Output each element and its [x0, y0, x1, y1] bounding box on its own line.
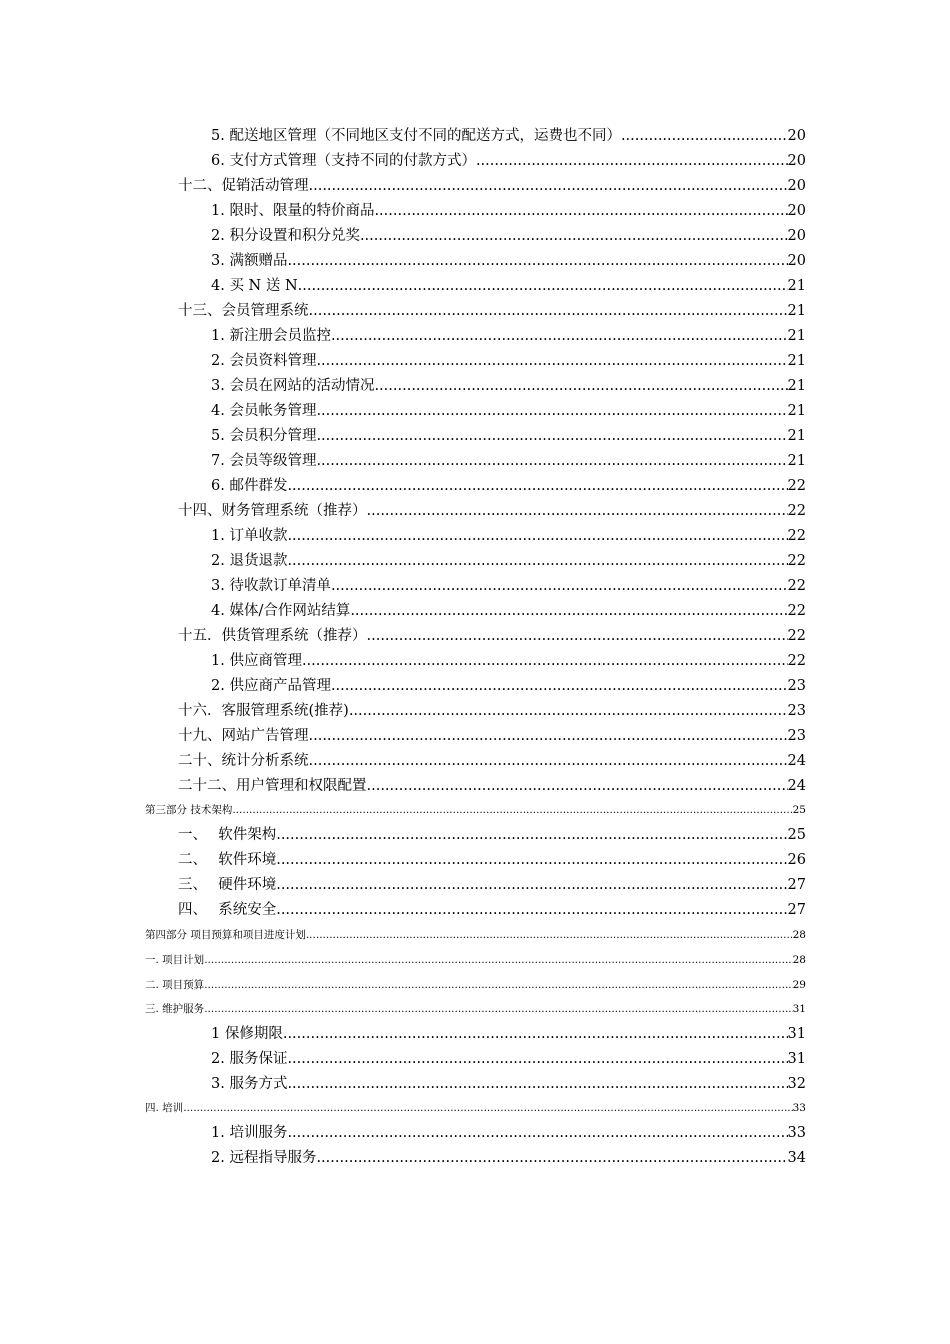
toc-leader-dots — [350, 600, 787, 622]
toc-leader-dots — [374, 375, 787, 397]
toc-page-number: 20 — [787, 153, 806, 169]
toc-page-number: 20 — [787, 228, 806, 244]
toc-entry[interactable] — [178, 725, 806, 747]
toc-leader-dots — [183, 1099, 792, 1117]
toc-entry[interactable] — [145, 1099, 806, 1117]
toc-page-number: 21 — [787, 428, 806, 444]
toc-entry-title: 2. 积分设置和积分兑奖 — [211, 228, 360, 244]
toc-leader-dots — [309, 725, 788, 747]
toc-entry-title: 二十二、用户管理和权限配置 — [178, 778, 367, 794]
toc-entry-title: 6. 支付方式管理（支持不同的付款方式） — [211, 153, 476, 169]
toc-entry-title: 二. 项目预算 — [145, 979, 205, 991]
toc-entry-title: 二十、统计分析系统 — [178, 753, 309, 769]
toc-page-number: 26 — [787, 852, 806, 868]
toc-entry[interactable] — [145, 951, 806, 969]
toc-page-number: 23 — [787, 728, 806, 744]
toc-entry-number: 二、 — [178, 852, 207, 868]
toc-entry-title: 三. 维护服务 — [145, 1003, 205, 1015]
toc-page-number: 21 — [787, 453, 806, 469]
toc-leader-dots — [316, 400, 787, 422]
toc-page-number: 22 — [787, 578, 806, 594]
toc-page-number: 27 — [787, 902, 806, 918]
toc-entry[interactable] — [211, 350, 806, 372]
toc-leader-dots — [298, 275, 788, 297]
toc-page-number: 22 — [787, 603, 806, 619]
toc-entry[interactable] — [211, 275, 806, 297]
toc-leader-dots — [331, 675, 788, 697]
toc-entry-number: 四、 — [178, 902, 207, 918]
toc-page-number: 33 — [787, 1125, 806, 1141]
toc-leader-dots — [316, 350, 787, 372]
toc-leader-dots — [276, 899, 787, 921]
toc-leader-dots — [287, 525, 787, 547]
toc-entry-title: 4. 会员帐务管理 — [211, 403, 317, 419]
toc-leader-dots — [621, 125, 788, 147]
toc-entry-title: 第三部分 技术架构 — [145, 804, 233, 816]
toc-page-number: 21 — [787, 303, 806, 319]
toc-entry-title: 2. 会员资料管理 — [211, 353, 317, 369]
toc-leader-dots — [283, 1023, 788, 1045]
toc-page-number: 20 — [787, 253, 806, 269]
toc-page-number: 20 — [787, 178, 806, 194]
toc-leader-dots — [204, 1000, 792, 1018]
toc-entry[interactable] — [145, 801, 806, 819]
toc-leader-dots — [309, 300, 788, 322]
toc-entry-title: 第四部分 项目预算和项目进度计划 — [145, 929, 306, 941]
toc-entry[interactable] — [211, 600, 806, 622]
toc-leader-dots — [309, 175, 788, 197]
toc-entry[interactable] — [178, 625, 806, 647]
toc-leader-dots — [287, 550, 787, 572]
toc-page-number: 31 — [787, 1051, 806, 1067]
toc-entry-title: 1 保修期限 — [211, 1026, 283, 1042]
toc-entry[interactable] — [211, 550, 806, 572]
toc-entry[interactable] — [178, 775, 806, 797]
toc-page-number: 21 — [787, 328, 806, 344]
toc-entry-title: 1. 培训服务 — [211, 1125, 288, 1141]
toc-entry-title: 3. 服务方式 — [211, 1076, 288, 1092]
toc-entry-title: 2. 供应商产品管理 — [211, 678, 331, 694]
toc-page-number: 29 — [792, 979, 806, 991]
toc-entry-title: 3. 待收款订单清单 — [211, 578, 331, 594]
toc-entry-title: 系统安全 — [218, 902, 277, 918]
toc-entry-title: 3. 会员在网站的活动情况 — [211, 378, 375, 394]
toc-entry-title: 2. 退货退款 — [211, 553, 288, 569]
toc-leader-dots — [331, 575, 788, 597]
toc-entry[interactable] — [145, 976, 806, 994]
toc-leader-dots — [276, 849, 787, 871]
toc-page-number: 21 — [787, 278, 806, 294]
toc-entry-title: 1. 新注册会员监控 — [211, 328, 331, 344]
toc-entry[interactable] — [211, 125, 806, 147]
toc-entry[interactable] — [178, 874, 806, 896]
toc-leader-dots — [316, 425, 787, 447]
toc-entry-title: 软件架构 — [218, 827, 277, 843]
toc-page-number: 32 — [787, 1076, 806, 1092]
toc-entry-title: 十三、会员管理系统 — [178, 303, 309, 319]
toc-entry-title: 6. 邮件群发 — [211, 478, 288, 494]
toc-page-number: 20 — [787, 128, 806, 144]
toc-page-number: 23 — [787, 678, 806, 694]
toc-entry[interactable] — [211, 1023, 806, 1045]
toc-entry[interactable] — [211, 1122, 806, 1144]
toc-leader-dots — [309, 750, 788, 772]
toc-page-number: 22 — [787, 553, 806, 569]
toc-page-number: 21 — [787, 403, 806, 419]
toc-entry[interactable] — [211, 1048, 806, 1070]
toc-leader-dots — [306, 926, 793, 944]
toc-leader-dots — [232, 801, 792, 819]
toc-page-number: 25 — [792, 804, 806, 816]
toc-leader-dots — [367, 625, 788, 647]
toc-entry-title: 1. 订单收款 — [211, 528, 288, 544]
toc-entry[interactable] — [178, 750, 806, 772]
toc-entry-title: 十四、财务管理系统（推荐） — [178, 503, 367, 519]
toc-page-number: 21 — [787, 353, 806, 369]
toc-leader-dots — [287, 1122, 787, 1144]
toc-page-number: 24 — [787, 753, 806, 769]
toc-entry-title: 4. 媒体/合作网站结算 — [211, 603, 351, 619]
toc-leader-dots — [204, 951, 792, 969]
toc-entry[interactable] — [211, 1073, 806, 1095]
toc-entry[interactable] — [211, 525, 806, 547]
toc-leader-dots — [276, 824, 787, 846]
toc-entry[interactable] — [211, 400, 806, 422]
toc-leader-dots — [287, 1048, 787, 1070]
toc-entry[interactable] — [211, 225, 806, 247]
toc-entry-title: 十六．客服管理系统(推荐) — [178, 703, 349, 719]
toc-page-number: 21 — [787, 378, 806, 394]
toc-entry-title: 四. 培训 — [145, 1102, 184, 1114]
toc-entry[interactable] — [211, 425, 806, 447]
toc-page-number: 22 — [787, 653, 806, 669]
toc-entry[interactable] — [178, 175, 806, 197]
toc-leader-dots — [349, 700, 788, 722]
toc-entry-title: 4. 买 N 送 N — [211, 278, 298, 294]
toc-entry-title: 2. 远程指导服务 — [211, 1150, 317, 1166]
toc-entry[interactable] — [211, 650, 806, 672]
toc-entry[interactable] — [178, 500, 806, 522]
toc-entry-title: 硬件环境 — [218, 877, 277, 893]
toc-page-number: 34 — [787, 1150, 806, 1166]
toc-page-number: 33 — [792, 1102, 806, 1114]
toc-entry-title: 3. 满额赠品 — [211, 253, 288, 269]
toc-entry-title: 软件环境 — [218, 852, 277, 868]
toc-entry-title: 十五．供货管理系统（推荐） — [178, 628, 367, 644]
toc-entry[interactable] — [178, 824, 806, 846]
toc-entry-title: 1. 供应商管理 — [211, 653, 302, 669]
toc-entry[interactable] — [211, 150, 806, 172]
toc-page-number: 20 — [787, 203, 806, 219]
toc-entry[interactable] — [211, 475, 806, 497]
toc-entry-title: 7. 会员等级管理 — [211, 453, 317, 469]
toc-entry[interactable] — [211, 575, 806, 597]
toc-leader-dots — [276, 874, 787, 896]
toc-entry[interactable] — [211, 375, 806, 397]
toc-entry-title: 1. 限时、限量的特价商品 — [211, 203, 375, 219]
toc-entry-title: 2. 服务保证 — [211, 1051, 288, 1067]
toc-leader-dots — [287, 475, 787, 497]
toc-leader-dots — [367, 500, 788, 522]
toc-leader-dots — [287, 250, 787, 272]
toc-entry-number: 一、 — [178, 827, 207, 843]
toc-leader-dots — [316, 450, 787, 472]
toc-entry-title: 十二、促销活动管理 — [178, 178, 309, 194]
toc-entry[interactable] — [178, 899, 806, 921]
toc-page-number: 25 — [787, 827, 806, 843]
toc-entry[interactable] — [178, 849, 806, 871]
toc-page-number: 31 — [787, 1026, 806, 1042]
toc-page-number: 22 — [787, 528, 806, 544]
toc-page-number: 22 — [787, 503, 806, 519]
toc-leader-dots — [316, 1147, 787, 1169]
toc-page-number: 31 — [792, 1003, 806, 1015]
toc-entry-title: 一. 项目计划 — [145, 954, 205, 966]
toc-entry-number: 三、 — [178, 877, 207, 893]
toc-entry[interactable] — [211, 200, 806, 222]
toc-leader-dots — [360, 225, 788, 247]
toc-entry[interactable] — [211, 450, 806, 472]
toc-entry[interactable] — [211, 675, 806, 697]
toc-page-number: 28 — [792, 954, 806, 966]
toc-page-number: 23 — [787, 703, 806, 719]
toc-leader-dots — [374, 200, 787, 222]
toc-leader-dots — [302, 650, 788, 672]
toc-page-number: 22 — [787, 478, 806, 494]
toc-entry[interactable] — [178, 700, 806, 722]
toc-page-number: 28 — [792, 929, 806, 941]
toc-entry[interactable] — [145, 926, 806, 944]
toc-leader-dots — [367, 775, 788, 797]
toc-leader-dots — [476, 150, 788, 172]
toc-leader-dots — [331, 325, 788, 347]
toc-page-number: 24 — [787, 778, 806, 794]
toc-entry[interactable] — [145, 1000, 806, 1018]
toc-page-number: 22 — [787, 628, 806, 644]
toc-entry-title: 5. 配送地区管理（不同地区支付不同的配送方式，运费也不同） — [211, 128, 621, 144]
toc-leader-dots — [287, 1073, 787, 1095]
toc-entry-title: 十九、网站广告管理 — [178, 728, 309, 744]
toc-entry[interactable] — [178, 300, 806, 322]
toc-entry-title: 5. 会员积分管理 — [211, 428, 317, 444]
toc-entry[interactable] — [211, 1147, 806, 1169]
toc-entry[interactable] — [211, 325, 806, 347]
toc-leader-dots — [204, 976, 792, 994]
toc-entry[interactable] — [211, 250, 806, 272]
toc-page-number: 27 — [787, 877, 806, 893]
